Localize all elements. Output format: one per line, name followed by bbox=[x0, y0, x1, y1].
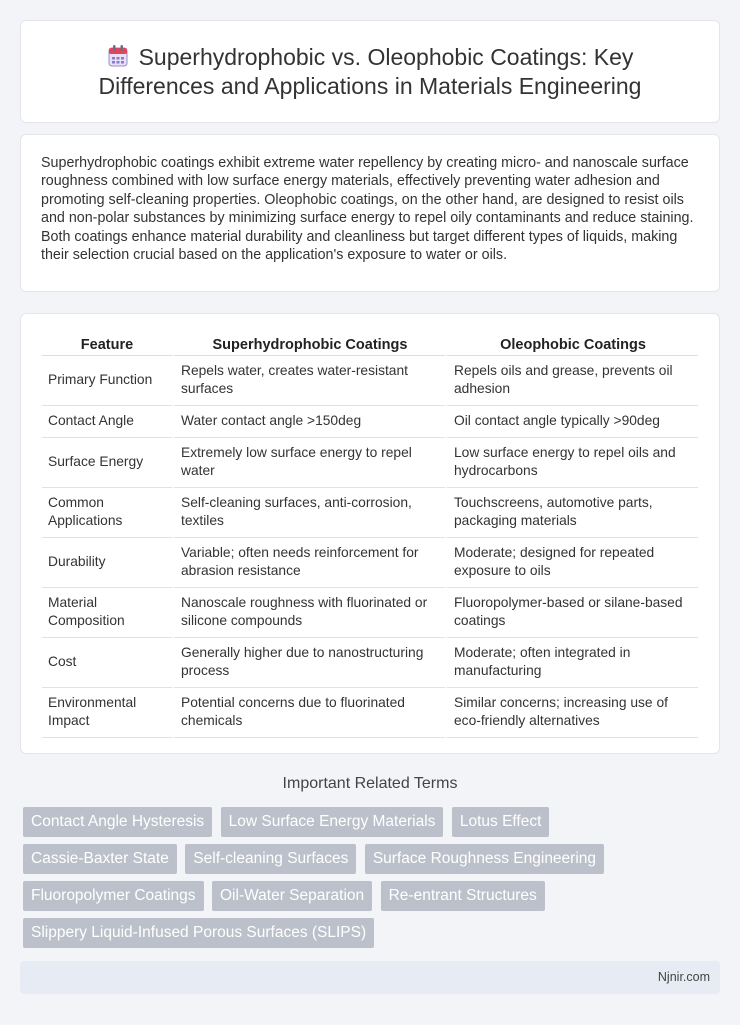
superhydrophobic-cell: Extremely low surface energy to repel water bbox=[172, 438, 445, 488]
page-title-text: Superhydrophobic vs. Oleophobic Coatings: Key Differences and Applications in Materials Engineering bbox=[98, 43, 642, 99]
comparison-table bbox=[42, 334, 698, 738]
oleophobic-cell: Similar concerns; increasing use of eco-friendly alternatives bbox=[445, 688, 698, 738]
header-superhydrophobic: Superhydrophobic Coatings bbox=[172, 334, 445, 356]
oleophobic-cell: Moderate; designed for repeated exposure to oils bbox=[445, 538, 698, 588]
related-term-tag[interactable]: Cassie-Baxter State bbox=[23, 844, 177, 874]
table-row bbox=[42, 406, 698, 438]
related-term-tag[interactable]: Self-cleaning Surfaces bbox=[185, 844, 356, 874]
superhydrophobic-cell: Water contact angle >150deg bbox=[172, 406, 445, 438]
related-term-tag[interactable]: Lotus Effect bbox=[452, 807, 550, 837]
intro-paragraph: Superhydrophobic coatings exhibit extreme water repellency by creating micro- and nanoscale surface roughness combined with low surface energy materials, effectively preventing water adhesion and promoting self-cleaning properties. Oleophobic coatings, on the other hand, are designed to resist oils and non-polar substances by minimizing surface energy to repel oily contaminants and reduce staining. Both coatings enhance material durability and cleanliness but target different types of liquids, making their selection crucial based on the application's exposure to water or oils. bbox=[41, 155, 694, 264]
related-terms-list bbox=[23, 807, 683, 955]
related-term-tag[interactable]: Oil-Water Separation bbox=[212, 881, 372, 911]
superhydrophobic-cell: Potential concerns due to fluorinated chemicals bbox=[172, 688, 445, 738]
table-row bbox=[42, 688, 698, 738]
oleophobic-cell: Touchscreens, automotive parts, packaging materials bbox=[445, 488, 698, 538]
superhydrophobic-cell: Nanoscale roughness with fluorinated or silicone compounds bbox=[172, 588, 445, 638]
feature-cell: Primary Function bbox=[42, 356, 172, 406]
related-term-tag[interactable]: Contact Angle Hysteresis bbox=[23, 807, 212, 837]
table-row bbox=[42, 588, 698, 638]
table-row bbox=[42, 538, 698, 588]
feature-cell: Common Applications bbox=[42, 488, 172, 538]
table-header-row bbox=[42, 334, 698, 356]
feature-cell: Surface Energy bbox=[42, 438, 172, 488]
related-terms-title: Important Related Terms bbox=[282, 775, 458, 792]
intro-card bbox=[20, 134, 720, 292]
title-card bbox=[20, 20, 720, 123]
table-row bbox=[42, 638, 698, 688]
footer-site-link[interactable]: Njnir.com bbox=[657, 970, 710, 984]
feature-cell: Durability bbox=[42, 538, 172, 588]
related-term-tag[interactable]: Fluoropolymer Coatings bbox=[23, 881, 204, 911]
superhydrophobic-cell: Self-cleaning surfaces, anti-corrosion, textiles bbox=[172, 488, 445, 538]
related-term-tag[interactable]: Low Surface Energy Materials bbox=[221, 807, 444, 837]
related-term-tag[interactable]: Surface Roughness Engineering bbox=[365, 844, 604, 874]
header-oleophobic: Oleophobic Coatings bbox=[445, 334, 698, 356]
related-term-tag[interactable]: Re-entrant Structures bbox=[381, 881, 545, 911]
oleophobic-cell: Oil contact angle typically >90deg bbox=[445, 406, 698, 438]
feature-cell: Environmental Impact bbox=[42, 688, 172, 738]
related-term-tag[interactable]: Slippery Liquid-Infused Porous Surfaces (SLIPS) bbox=[23, 918, 374, 948]
superhydrophobic-cell: Repels water, creates water-resistant surfaces bbox=[172, 356, 445, 406]
feature-cell: Cost bbox=[42, 638, 172, 688]
superhydrophobic-cell: Generally higher due to nanostructuring process bbox=[172, 638, 445, 688]
superhydrophobic-cell: Variable; often needs reinforcement for abrasion resistance bbox=[172, 538, 445, 588]
oleophobic-cell: Repels oils and grease, prevents oil adhesion bbox=[445, 356, 698, 406]
page-title bbox=[21, 43, 719, 101]
oleophobic-cell: Fluoropolymer-based or silane-based coatings bbox=[445, 588, 698, 638]
feature-cell: Material Composition bbox=[42, 588, 172, 638]
footer bbox=[20, 961, 720, 994]
calendar-icon bbox=[107, 44, 129, 68]
comparison-card bbox=[20, 313, 720, 754]
oleophobic-cell: Moderate; often integrated in manufacturing bbox=[445, 638, 698, 688]
table-row bbox=[42, 438, 698, 488]
table-row bbox=[42, 356, 698, 406]
oleophobic-cell: Low surface energy to repel oils and hydrocarbons bbox=[445, 438, 698, 488]
feature-cell: Contact Angle bbox=[42, 406, 172, 438]
table-row bbox=[42, 488, 698, 538]
header-feature: Feature bbox=[42, 334, 172, 356]
